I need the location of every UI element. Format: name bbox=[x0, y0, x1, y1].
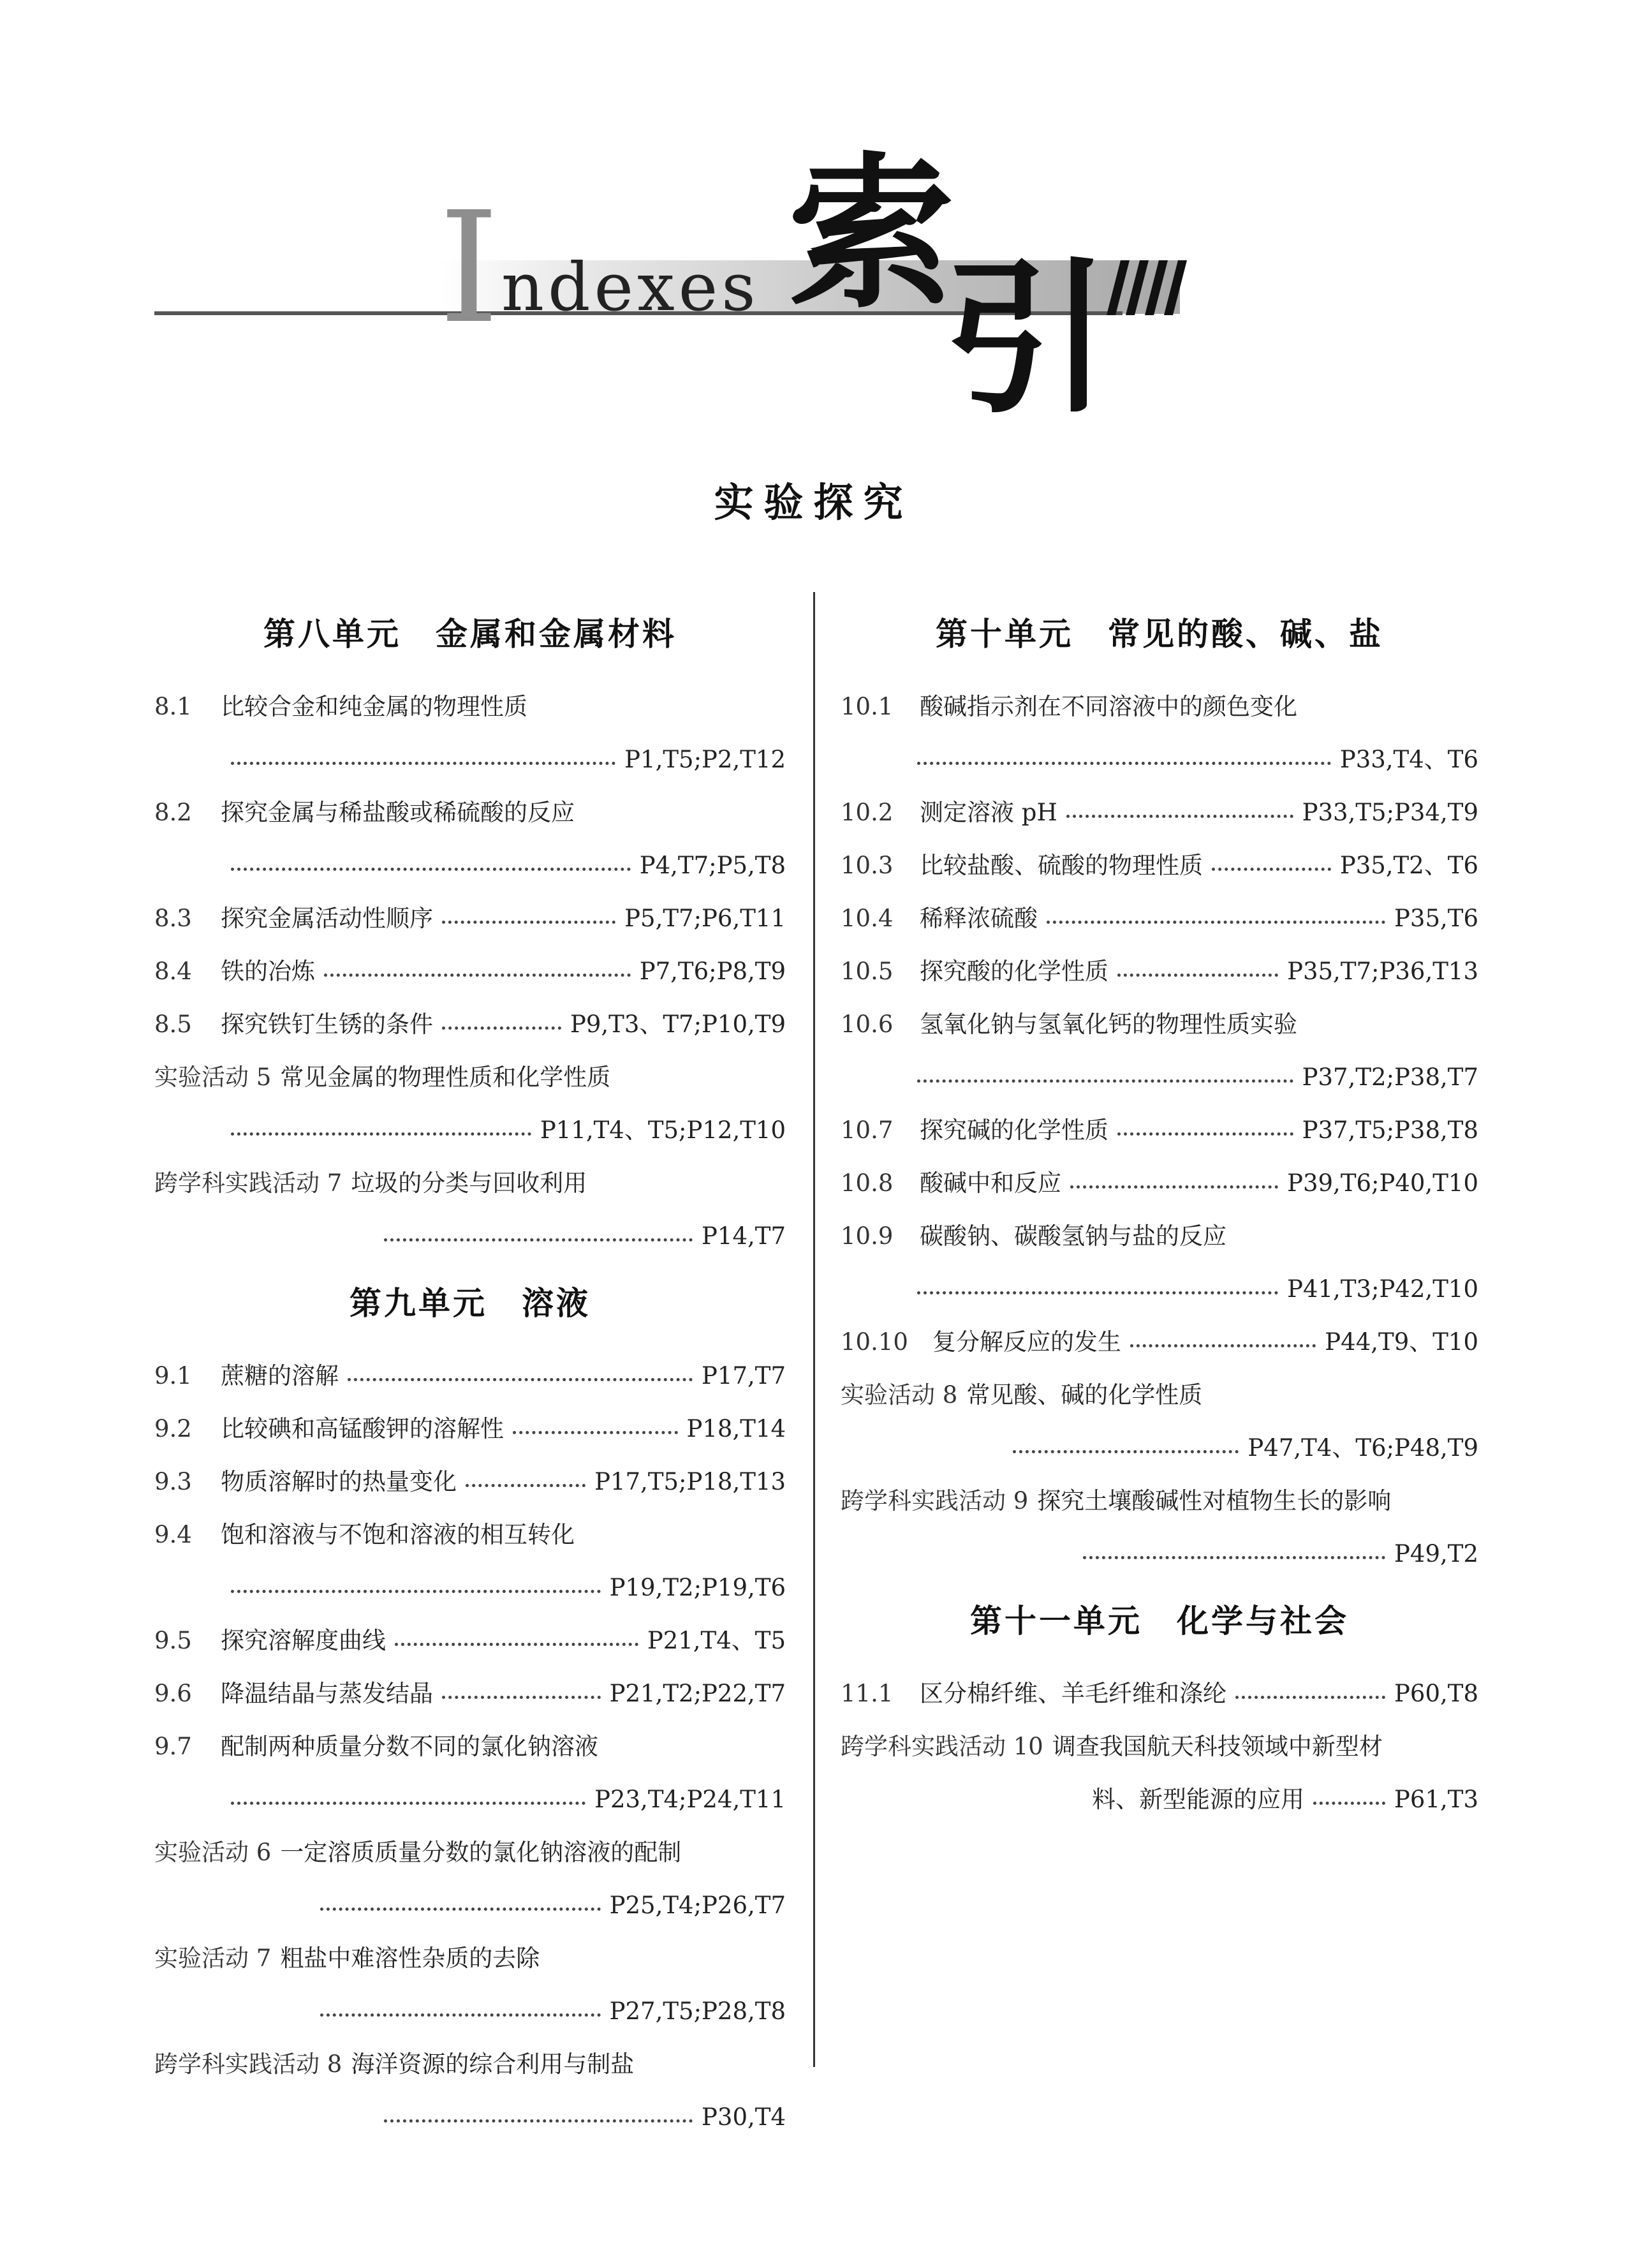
entry-title: 铁的冶炼 bbox=[221, 958, 315, 985]
entry-page-ref: P5,T7;P6,T11 bbox=[624, 905, 786, 932]
entry-number: 9.7 bbox=[154, 1733, 192, 1760]
unit-entries bbox=[841, 1667, 1478, 1826]
entry-title: 探究金属活动性顺序 bbox=[221, 905, 433, 932]
leader-dots bbox=[384, 2119, 693, 2123]
entry-title: 复分解反应的发生 bbox=[932, 1328, 1121, 1356]
unit-heading: 第十单元 常见的酸、碱、盐 bbox=[936, 615, 1383, 653]
entry-title: 常见酸、碱的化学性质 bbox=[966, 1381, 1203, 1409]
entry-number: 11.1 bbox=[841, 1680, 894, 1707]
section-title: 实验探究 bbox=[714, 479, 913, 526]
entry-page-ref: P1,T5;P2,T12 bbox=[624, 746, 786, 773]
entry-page-ref: P30,T4 bbox=[702, 2103, 786, 2131]
entry-page-ref: P4,T7;P5,T8 bbox=[639, 852, 786, 879]
entry-page-ref: P17,T7 bbox=[702, 1362, 786, 1390]
index-entry bbox=[841, 1667, 1478, 1720]
entry-number: 8.5 bbox=[154, 1011, 192, 1038]
entry-title: 配制两种质量分数不同的氯化钠溶液 bbox=[221, 1733, 598, 1760]
leader-dots bbox=[320, 2013, 601, 2017]
index-entry bbox=[154, 1157, 786, 1263]
leader-dots bbox=[348, 1378, 693, 1381]
index-entry bbox=[841, 786, 1478, 839]
entry-number: 8.3 bbox=[154, 905, 192, 932]
right-column bbox=[841, 593, 1478, 1826]
unit-entries bbox=[154, 680, 786, 1263]
entry-number: 8.2 bbox=[154, 799, 192, 826]
leader-dots bbox=[917, 1291, 1278, 1294]
index-entry bbox=[841, 1157, 1478, 1210]
entry-number: 8.1 bbox=[154, 693, 192, 720]
entry-page-ref: P18,T14 bbox=[686, 1415, 786, 1442]
entry-number: 9.5 bbox=[154, 1627, 192, 1654]
index-entry bbox=[154, 998, 786, 1051]
leader-dots bbox=[442, 1027, 561, 1030]
leader-dots bbox=[1313, 1802, 1385, 1805]
entry-number: 实验活动 6 bbox=[154, 1839, 272, 1866]
leader-dots bbox=[917, 1079, 1293, 1083]
entry-page-ref: P21,T4、T5 bbox=[647, 1627, 786, 1654]
index-entry bbox=[154, 1667, 786, 1720]
index-banner bbox=[0, 0, 1627, 447]
index-entry bbox=[154, 786, 786, 892]
entry-number: 10.1 bbox=[841, 693, 894, 720]
leader-dots bbox=[395, 1643, 638, 1646]
leader-dots bbox=[1013, 1450, 1239, 1453]
entry-number: 跨学科实践活动 10 bbox=[841, 1733, 1043, 1760]
entry-page-ref: P11,T4、T5;P12,T10 bbox=[540, 1116, 786, 1144]
entry-number: 实验活动 7 bbox=[154, 1945, 272, 1972]
leader-dots bbox=[384, 1238, 693, 1241]
entry-title: 海洋资源的综合利用与制盐 bbox=[351, 2050, 635, 2078]
entry-number: 9.1 bbox=[154, 1362, 192, 1390]
entry-number: 9.6 bbox=[154, 1680, 192, 1707]
entry-title: 粗盐中难溶性杂质的去除 bbox=[280, 1945, 540, 1972]
entry-number: 10.4 bbox=[841, 905, 894, 932]
leader-dots bbox=[1235, 1696, 1385, 1699]
entry-page-ref: P14,T7 bbox=[702, 1222, 786, 1250]
entry-page-ref: P17,T5;P18,T13 bbox=[594, 1468, 786, 1495]
entry-page-ref: P27,T5;P28,T8 bbox=[609, 1997, 786, 2025]
index-entry bbox=[154, 945, 786, 998]
leader-dots bbox=[231, 1802, 585, 1805]
entry-title: 比较合金和纯金属的物理性质 bbox=[221, 693, 527, 720]
unit-entries bbox=[154, 1349, 786, 2144]
entry-title: 常见金属的物理性质和化学性质 bbox=[280, 1064, 611, 1091]
entry-title: 探究酸的化学性质 bbox=[920, 958, 1108, 985]
entry-page-ref: P44,T9、T10 bbox=[1325, 1328, 1478, 1356]
banner-cjk-title-second: 引 bbox=[944, 243, 1110, 436]
entry-page-ref: P9,T3、T7;P10,T9 bbox=[570, 1011, 786, 1038]
entry-number: 跨学科实践活动 8 bbox=[154, 2050, 342, 2078]
entry-title: 碳酸钠、碳酸氢钠与盐的反应 bbox=[920, 1222, 1226, 1250]
entry-title: 比较碘和高锰酸钾的溶解性 bbox=[221, 1415, 504, 1442]
index-entry bbox=[154, 1932, 786, 2038]
unit-entries bbox=[841, 680, 1478, 1580]
entry-title: 蔗糖的溶解 bbox=[221, 1362, 339, 1390]
leader-dots bbox=[442, 1696, 601, 1699]
unit-heading: 第八单元 金属和金属材料 bbox=[263, 615, 677, 653]
leader-dots bbox=[231, 762, 615, 765]
entry-page-ref: P37,T2;P38,T7 bbox=[1302, 1064, 1478, 1091]
slash-decoration-icon bbox=[1107, 260, 1189, 315]
index-entry bbox=[841, 839, 1478, 892]
leader-dots bbox=[917, 762, 1331, 765]
entry-number: 10.9 bbox=[841, 1222, 894, 1250]
leader-dots bbox=[1117, 1132, 1293, 1136]
entry-number: 9.2 bbox=[154, 1415, 192, 1442]
index-entry bbox=[841, 680, 1478, 786]
entry-page-ref: P35,T6 bbox=[1394, 905, 1478, 932]
index-entry bbox=[841, 1210, 1478, 1316]
entry-title: 饱和溶液与不饱和溶液的相互转化 bbox=[221, 1521, 575, 1548]
entry-title: 探究铁钉生锈的条件 bbox=[221, 1011, 433, 1038]
entry-title: 调查我国航天科技领域中新型材 bbox=[1052, 1733, 1383, 1760]
entry-title: 探究溶解度曲线 bbox=[221, 1627, 386, 1654]
index-entry bbox=[841, 1104, 1478, 1157]
index-entry bbox=[841, 998, 1478, 1104]
entry-page-ref: P33,T4、T6 bbox=[1339, 746, 1478, 773]
index-entry bbox=[154, 1508, 786, 1614]
unit-heading: 第十一单元 化学与社会 bbox=[970, 1602, 1349, 1640]
leader-dots bbox=[1117, 974, 1278, 977]
entry-page-ref: P21,T2;P22,T7 bbox=[609, 1680, 786, 1707]
leader-dots bbox=[231, 1132, 531, 1136]
leader-dots bbox=[1070, 1185, 1278, 1189]
index-entry bbox=[841, 1474, 1478, 1580]
entry-page-ref: P60,T8 bbox=[1394, 1680, 1478, 1707]
index-entry bbox=[154, 680, 786, 786]
leader-dots bbox=[1083, 1556, 1385, 1559]
entry-title: 物质溶解时的热量变化 bbox=[221, 1468, 457, 1495]
index-entry bbox=[154, 892, 786, 945]
leader-dots bbox=[1047, 921, 1385, 924]
entry-number: 实验活动 5 bbox=[154, 1064, 272, 1091]
index-entry bbox=[154, 1051, 786, 1157]
entry-title: 降温结晶与蒸发结晶 bbox=[221, 1680, 433, 1707]
leader-dots bbox=[1066, 815, 1293, 818]
entry-title: 区分棉纤维、羊毛纤维和涤纶 bbox=[920, 1680, 1226, 1707]
index-entry bbox=[841, 892, 1478, 945]
leader-dots bbox=[231, 868, 631, 871]
entry-page-ref: P39,T6;P40,T10 bbox=[1287, 1169, 1478, 1197]
entry-title: 一定溶质质量分数的氯化钠溶液的配制 bbox=[280, 1839, 682, 1866]
entry-number: 10.10 bbox=[841, 1328, 908, 1356]
index-entry bbox=[841, 1316, 1478, 1368]
entry-number: 10.3 bbox=[841, 852, 894, 879]
leader-dots bbox=[1212, 868, 1331, 871]
entry-number: 10.5 bbox=[841, 958, 894, 985]
entry-title: 垃圾的分类与回收利用 bbox=[351, 1169, 587, 1197]
entry-page-ref: P19,T2;P19,T6 bbox=[609, 1574, 786, 1601]
entry-title: 测定溶液 pH bbox=[920, 799, 1057, 826]
index-entry bbox=[154, 2038, 786, 2144]
entry-title: 酸碱指示剂在不同溶液中的颜色变化 bbox=[920, 693, 1297, 720]
entry-number: 10.7 bbox=[841, 1116, 894, 1144]
entry-number: 10.2 bbox=[841, 799, 894, 826]
leader-dots bbox=[231, 1590, 601, 1593]
index-entry bbox=[154, 1349, 786, 1402]
entry-number: 跨学科实践活动 7 bbox=[154, 1169, 342, 1197]
entry-title: 氢氧化钠与氢氧化钙的物理性质实验 bbox=[920, 1011, 1297, 1038]
index-entry bbox=[154, 1826, 786, 1932]
entry-title: 探究金属与稀盐酸或稀硫酸的反应 bbox=[221, 799, 575, 826]
entry-page-ref: P33,T5;P34,T9 bbox=[1302, 799, 1478, 826]
entry-page-ref: P47,T4、T6;P48,T9 bbox=[1248, 1434, 1478, 1462]
banner-cjk-title-first: 索 bbox=[788, 138, 954, 331]
index-entry bbox=[841, 1720, 1478, 1826]
entry-page-ref: P23,T4;P24,T11 bbox=[594, 1786, 786, 1813]
entry-number: 实验活动 8 bbox=[841, 1381, 958, 1409]
entry-number: 10.6 bbox=[841, 1011, 894, 1038]
entry-number: 9.3 bbox=[154, 1468, 192, 1495]
leader-dots bbox=[1130, 1344, 1316, 1347]
banner-latin-word: ndexes bbox=[501, 248, 760, 326]
entry-number: 8.4 bbox=[154, 958, 192, 985]
leader-dots bbox=[442, 921, 615, 924]
leader-dots bbox=[466, 1484, 585, 1487]
entry-title: 稀释浓硫酸 bbox=[920, 905, 1038, 932]
entry-number: 跨学科实践活动 9 bbox=[841, 1487, 1029, 1515]
entry-title: 比较盐酸、硫酸的物理性质 bbox=[920, 852, 1203, 879]
entry-page-ref: P41,T3;P42,T10 bbox=[1287, 1275, 1478, 1303]
column-divider bbox=[813, 592, 815, 2067]
left-column bbox=[154, 593, 786, 2144]
leader-dots bbox=[513, 1431, 678, 1434]
entry-page-ref: P7,T6;P8,T9 bbox=[639, 958, 786, 985]
unit-heading: 第九单元 溶液 bbox=[350, 1284, 591, 1322]
entry-title: 探究土壤酸碱性对植物生长的影响 bbox=[1037, 1487, 1392, 1515]
leader-dots bbox=[324, 974, 631, 977]
leader-dots bbox=[320, 1908, 601, 1911]
entry-page-ref: P35,T7;P36,T13 bbox=[1287, 958, 1478, 985]
index-entry bbox=[841, 945, 1478, 998]
entry-title: 探究碱的化学性质 bbox=[920, 1116, 1108, 1144]
entry-page-ref: P61,T3 bbox=[1394, 1786, 1478, 1813]
entry-page-ref: P49,T2 bbox=[1394, 1540, 1478, 1568]
banner-latin-initial: I bbox=[439, 179, 499, 357]
index-entry bbox=[841, 1368, 1478, 1474]
index-entry bbox=[154, 1614, 786, 1667]
index-entry bbox=[154, 1455, 786, 1508]
entry-number: 10.8 bbox=[841, 1169, 894, 1197]
entry-title: 酸碱中和反应 bbox=[920, 1169, 1061, 1197]
entry-page-ref: P37,T5;P38,T8 bbox=[1302, 1116, 1478, 1144]
index-entry bbox=[154, 1402, 786, 1455]
entry-title-continued: 料、新型能源的应用 bbox=[1092, 1786, 1304, 1813]
entry-page-ref: P35,T2、T6 bbox=[1339, 852, 1478, 879]
index-entry bbox=[154, 1720, 786, 1826]
entry-number: 9.4 bbox=[154, 1521, 192, 1548]
entry-page-ref: P25,T4;P26,T7 bbox=[609, 1892, 786, 1919]
